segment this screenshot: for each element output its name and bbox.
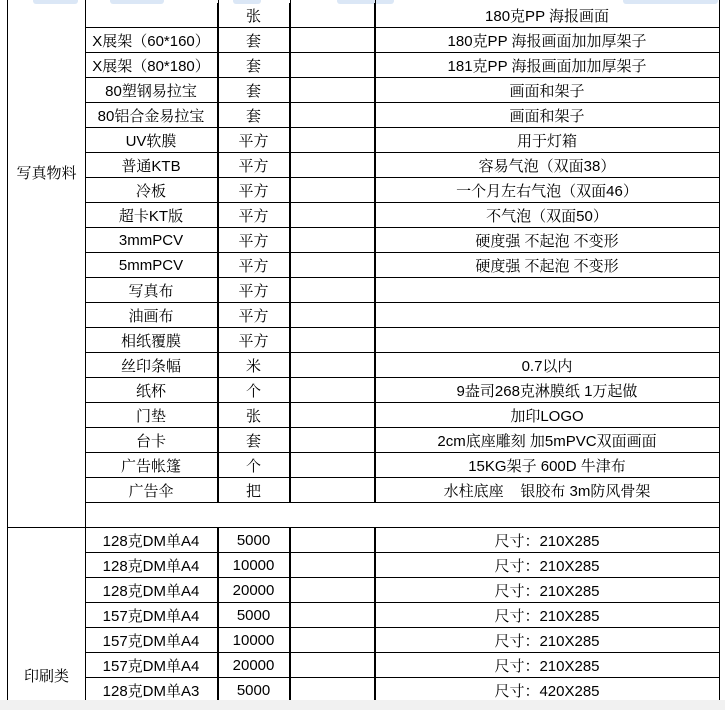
description-cell[interactable]: [375, 278, 719, 302]
table-row: [85, 428, 719, 453]
product-cell[interactable]: 128克DM单A4: [85, 578, 218, 602]
table-row: [85, 628, 719, 653]
price-cell[interactable]: [290, 353, 375, 377]
product-cell[interactable]: [85, 3, 218, 27]
table-row: [85, 528, 719, 553]
table-row: [85, 3, 719, 28]
product-cell[interactable]: UV软膜: [85, 128, 218, 152]
unit-cell[interactable]: 平方: [218, 228, 290, 252]
unit-cell[interactable]: 平方: [218, 178, 290, 202]
product-cell[interactable]: 128克DM单A4: [85, 528, 218, 552]
product-cell[interactable]: 超卡KT版: [85, 203, 218, 227]
table-row: [85, 378, 719, 403]
product-cell[interactable]: 普通KTB: [85, 153, 218, 177]
price-cell[interactable]: [290, 478, 375, 502]
price-cell[interactable]: [290, 78, 375, 102]
table-row: [85, 178, 719, 203]
unit-cell[interactable]: 张: [218, 3, 290, 27]
price-cell[interactable]: [290, 3, 375, 27]
description-cell[interactable]: 用于灯箱: [516, 132, 577, 150]
unit-cell[interactable]: 个: [218, 378, 290, 402]
price-cell[interactable]: [290, 653, 375, 677]
description-cell[interactable]: 硬度强 不起泡 不变形: [475, 257, 619, 275]
product-cell[interactable]: 128克DM单A3: [85, 678, 218, 702]
unit-cell[interactable]: 平方: [218, 203, 290, 227]
price-cell[interactable]: [290, 403, 375, 427]
table-row: [85, 228, 719, 253]
product-cell[interactable]: 80铝合金易拉宝: [85, 103, 218, 127]
horizontal-scrollbar[interactable]: [0, 700, 725, 710]
description-cell[interactable]: 加印LOGO: [510, 407, 584, 425]
quantity-cell[interactable]: 10000: [218, 628, 290, 652]
price-cell[interactable]: [290, 178, 375, 202]
price-cell[interactable]: [290, 428, 375, 452]
product-cell[interactable]: 广告伞: [85, 478, 218, 502]
unit-cell[interactable]: 平方: [218, 153, 290, 177]
category-cell-printing[interactable]: 印刷类: [23, 668, 69, 685]
table-row: [85, 53, 719, 78]
description-cell[interactable]: 181克PP 海报画面加加厚架子: [447, 57, 647, 75]
table-row: [85, 303, 719, 328]
product-cell[interactable]: 157克DM单A4: [85, 603, 218, 627]
price-cell[interactable]: [290, 153, 375, 177]
unit-cell[interactable]: 套: [218, 428, 290, 452]
unit-cell[interactable]: 平方: [218, 303, 290, 327]
grid-line: [719, 0, 720, 700]
unit-cell[interactable]: 平方: [218, 328, 290, 352]
description-cell[interactable]: 画面和架子: [509, 107, 585, 125]
unit-cell[interactable]: 米: [218, 353, 290, 377]
description-cell[interactable]: 尺寸：210X285: [494, 582, 600, 600]
unit-cell[interactable]: 套: [218, 103, 290, 127]
table-row: [85, 478, 719, 503]
description-cell[interactable]: 0.7以内: [521, 357, 573, 375]
description-cell[interactable]: 不气泡（双面50）: [486, 207, 608, 225]
product-cell[interactable]: X展架（60*160）: [85, 28, 218, 52]
category-cell-photo-materials[interactable]: 写真物料: [16, 165, 77, 182]
unit-cell[interactable]: 平方: [218, 278, 290, 302]
table-row: [85, 553, 719, 578]
product-cell[interactable]: 写真布: [85, 278, 218, 302]
price-cell[interactable]: [290, 53, 375, 77]
unit-cell[interactable]: 套: [218, 53, 290, 77]
description-cell[interactable]: 水柱底座 银胶布 3m防风骨架: [443, 482, 651, 500]
product-cell[interactable]: 80塑钢易拉宝: [85, 78, 218, 102]
grid-line: [7, 0, 8, 700]
table-row: [85, 578, 719, 603]
table-row: [85, 153, 719, 178]
description-cell[interactable]: 尺寸：420X285: [494, 682, 600, 700]
unit-cell[interactable]: 把: [218, 478, 290, 502]
price-cell[interactable]: [290, 28, 375, 52]
description-cell[interactable]: 尺寸：210X285: [494, 607, 600, 625]
price-cell[interactable]: [290, 103, 375, 127]
price-cell[interactable]: [290, 253, 375, 277]
product-cell[interactable]: 油画布: [85, 303, 218, 327]
price-cell[interactable]: [290, 603, 375, 627]
price-cell[interactable]: [290, 378, 375, 402]
price-cell[interactable]: [290, 303, 375, 327]
table-row: [85, 353, 719, 378]
quantity-cell[interactable]: 20000: [218, 578, 290, 602]
table-row: [85, 278, 719, 303]
product-cell[interactable]: 台卡: [85, 428, 218, 452]
price-cell[interactable]: [290, 278, 375, 302]
product-cell[interactable]: 冷板: [85, 178, 218, 202]
description-cell[interactable]: 尺寸：210X285: [494, 632, 600, 650]
product-cell[interactable]: 广告帐篷: [85, 453, 218, 477]
description-cell[interactable]: 硬度强 不起泡 不变形: [475, 232, 619, 250]
unit-cell[interactable]: 个: [218, 453, 290, 477]
price-cell[interactable]: [290, 628, 375, 652]
product-cell[interactable]: 纸杯: [85, 378, 218, 402]
table-row: [85, 103, 719, 128]
table-row: [85, 403, 719, 428]
table-row: [85, 653, 719, 678]
table-row: [85, 128, 719, 153]
description-cell[interactable]: [375, 328, 719, 352]
table-row: [85, 28, 719, 53]
price-cell[interactable]: [290, 453, 375, 477]
quantity-cell[interactable]: 5000: [218, 528, 290, 552]
product-cell[interactable]: 丝印条幅: [85, 353, 218, 377]
price-cell[interactable]: [290, 328, 375, 352]
description-cell[interactable]: 一个月左右气泡（双面46）: [456, 182, 638, 200]
description-cell[interactable]: 180克PP 海报画面: [485, 7, 609, 25]
description-cell[interactable]: 画面和架子: [509, 82, 585, 100]
product-cell[interactable]: 相纸覆膜: [85, 328, 218, 352]
product-cell[interactable]: 157克DM单A4: [85, 628, 218, 652]
unit-cell[interactable]: 张: [218, 403, 290, 427]
top-cut-cell: [33, 0, 78, 4]
description-cell[interactable]: [375, 303, 719, 327]
description-cell[interactable]: 2cm底座雕刻 加5mPVC双面画面: [437, 432, 657, 450]
price-cell[interactable]: [290, 128, 375, 152]
table-row: [85, 78, 719, 103]
product-cell[interactable]: 128克DM单A4: [85, 553, 218, 577]
unit-cell[interactable]: 套: [218, 28, 290, 52]
description-cell[interactable]: 容易气泡（双面38）: [478, 157, 616, 175]
product-cell[interactable]: 157克DM单A4: [85, 653, 218, 677]
table-row: [85, 603, 719, 628]
description-cell[interactable]: 9盎司268克淋膜纸 1万起做: [456, 382, 638, 400]
table-row: [85, 453, 719, 478]
quantity-cell[interactable]: 10000: [218, 553, 290, 577]
quantity-cell[interactable]: 5000: [218, 678, 290, 702]
quantity-cell[interactable]: 20000: [218, 653, 290, 677]
table-row: [85, 328, 719, 353]
price-cell[interactable]: [290, 228, 375, 252]
unit-cell[interactable]: 平方: [218, 128, 290, 152]
quantity-cell[interactable]: 5000: [218, 603, 290, 627]
price-cell[interactable]: [290, 553, 375, 577]
unit-cell[interactable]: 平方: [218, 253, 290, 277]
description-cell[interactable]: 15KG架子 600D 牛津布: [468, 457, 626, 475]
table-row: [85, 203, 719, 228]
unit-cell[interactable]: 套: [218, 78, 290, 102]
product-cell[interactable]: X展架（80*180）: [85, 53, 218, 77]
description-cell[interactable]: 尺寸：210X285: [494, 532, 600, 550]
description-cell[interactable]: 尺寸：210X285: [494, 557, 600, 575]
description-cell[interactable]: 180克PP 海报画面加加厚架子: [447, 32, 647, 50]
price-cell[interactable]: [290, 203, 375, 227]
product-cell[interactable]: 门垫: [85, 403, 218, 427]
table-row: [85, 253, 719, 278]
price-cell[interactable]: [290, 578, 375, 602]
price-cell[interactable]: [290, 528, 375, 552]
price-cell[interactable]: [290, 678, 375, 702]
description-cell[interactable]: 尺寸：210X285: [494, 657, 600, 675]
product-cell[interactable]: 5mmPCV: [85, 253, 218, 277]
product-cell[interactable]: 3mmPCV: [85, 228, 218, 252]
